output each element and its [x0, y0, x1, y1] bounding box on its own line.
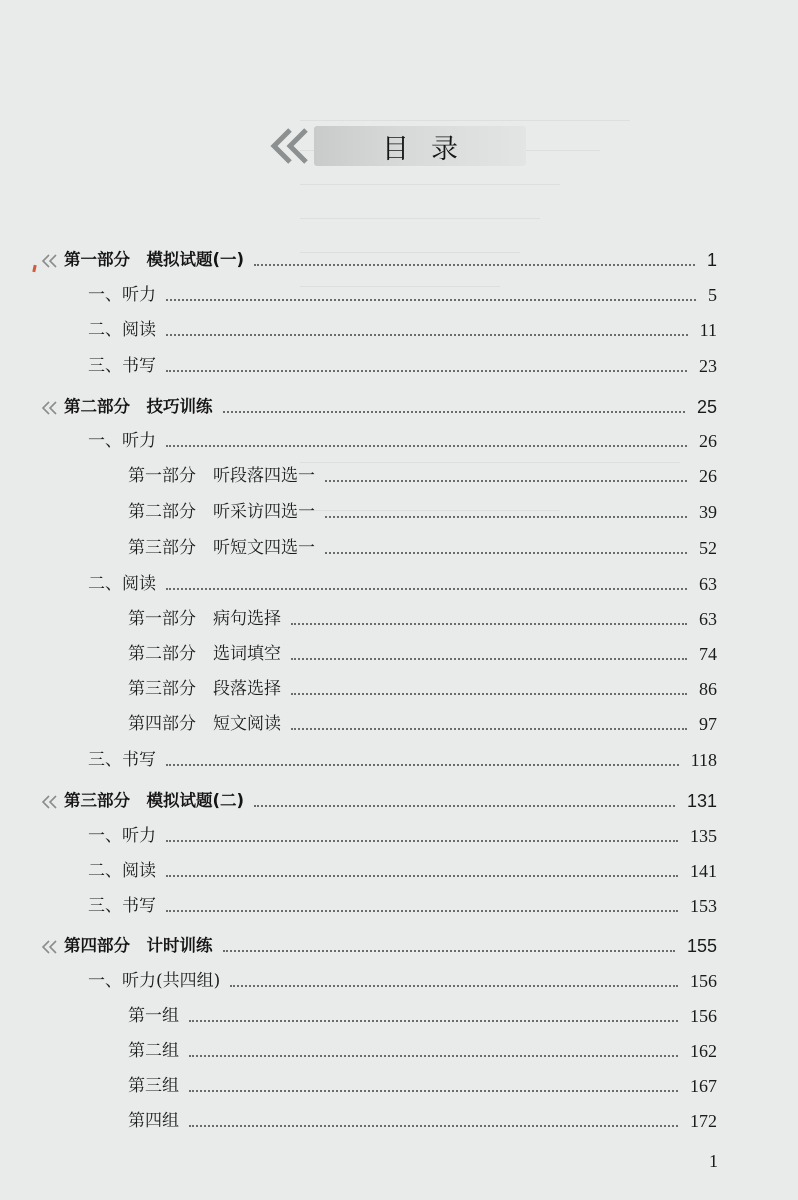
dot-leader	[291, 693, 687, 695]
toc-part-row	[0, 931, 798, 961]
double-chevron-left-icon	[268, 128, 320, 164]
toc-page-number: 162	[690, 1041, 717, 1061]
dot-leader	[189, 1020, 678, 1022]
toc-entry-label: 第一部分 模拟试题(一)	[64, 250, 245, 269]
dot-leader	[254, 805, 675, 807]
toc-subitem-row	[0, 639, 798, 669]
toc-subitem-row	[0, 1071, 798, 1101]
dot-leader	[166, 370, 687, 372]
toc-subitem-row	[0, 497, 798, 527]
toc-page-number: 118	[690, 750, 717, 770]
title-box	[314, 126, 526, 166]
toc-page-number: 153	[690, 896, 717, 916]
toc-entry-label: 第二部分 技巧训练	[64, 397, 213, 416]
toc-item-row	[0, 426, 798, 456]
toc-entry-label: 第一部分 听段落四选一	[128, 466, 315, 486]
toc-item-row	[0, 280, 798, 310]
toc-title-banner	[268, 124, 530, 168]
toc-part-row	[0, 786, 798, 816]
dot-leader	[325, 516, 687, 518]
toc-page-number: 25	[696, 397, 717, 417]
dot-leader	[166, 840, 678, 842]
toc-subitem-row	[0, 709, 798, 739]
toc-entry-label: 三、书写	[88, 750, 156, 770]
dot-leader	[291, 623, 687, 625]
toc-subitem-row	[0, 1106, 798, 1136]
toc-entry-label: 一、听力	[88, 285, 156, 305]
toc-page-number: 5	[708, 285, 717, 305]
toc-page-number: 167	[690, 1076, 717, 1096]
toc-entry-label: 第一组	[128, 1006, 179, 1026]
toc-page-number: 86	[699, 679, 717, 699]
toc-subitem-row	[0, 461, 798, 491]
dot-leader	[166, 334, 688, 336]
dot-leader	[189, 1125, 678, 1127]
toc-entry-label: 第三组	[128, 1076, 179, 1096]
toc-entry-label: 二、阅读	[88, 861, 156, 881]
dot-leader	[223, 411, 685, 413]
toc-subitem-row	[0, 1001, 798, 1031]
toc-part-row	[0, 245, 798, 275]
dot-leader	[166, 764, 679, 766]
page-title: 目录	[382, 133, 480, 165]
toc-entry-label: 二、阅读	[88, 574, 156, 594]
toc-entry-label: 第三部分 模拟试题(二)	[64, 791, 245, 810]
toc-subitem-row	[0, 1036, 798, 1066]
toc-item-row	[0, 569, 798, 599]
toc-entry-label: 第四部分 短文阅读	[128, 714, 281, 734]
toc-page-number: 135	[690, 826, 717, 846]
toc-item-row	[0, 821, 798, 851]
toc-entry-label: 第二组	[128, 1041, 179, 1061]
double-chevron-left-icon	[40, 401, 62, 415]
toc-entry-label: 二、阅读	[88, 320, 156, 340]
toc-page-number: 1	[706, 250, 717, 270]
toc-entry-label: 第四组	[128, 1111, 179, 1131]
toc-page-number: 39	[699, 502, 717, 522]
dot-leader	[166, 299, 696, 301]
toc-item-row	[0, 315, 798, 345]
toc-page-number: 26	[699, 466, 717, 486]
dot-leader	[166, 445, 687, 447]
toc-page-number: 156	[690, 1006, 717, 1026]
toc-page-number: 26	[699, 431, 717, 451]
toc-subitem-row	[0, 604, 798, 634]
dot-leader	[166, 910, 678, 912]
dot-leader	[325, 552, 687, 554]
dot-leader	[230, 985, 678, 987]
toc-page-number: 63	[699, 574, 717, 594]
toc-page-number: 131	[686, 791, 717, 811]
toc-entry-label: 第一部分 病句选择	[128, 609, 281, 629]
double-chevron-left-icon	[40, 795, 62, 809]
toc-page-number: 156	[690, 971, 717, 991]
toc-subitem-row	[0, 533, 798, 563]
toc-entry-label: 第三部分 段落选择	[128, 679, 281, 699]
toc-item-row	[0, 745, 798, 775]
toc-page-number: 11	[699, 320, 717, 340]
toc-item-row	[0, 966, 798, 996]
double-chevron-left-icon	[40, 940, 62, 954]
dot-leader	[189, 1055, 678, 1057]
toc-part-row	[0, 392, 798, 422]
dot-leader	[166, 588, 687, 590]
toc-entry-label: 第四部分 计时训练	[64, 936, 213, 955]
toc-entry-label: 第二部分 听采访四选一	[128, 502, 315, 522]
toc-entry-label: 一、听力(共四组)	[88, 971, 221, 991]
toc-page-number: 155	[686, 936, 717, 956]
toc-item-row	[0, 891, 798, 921]
toc-page-number: 74	[699, 644, 717, 664]
toc-page-number: 172	[690, 1111, 717, 1131]
dot-leader	[166, 875, 678, 877]
toc-entry-label: 第二部分 选词填空	[128, 644, 281, 664]
double-chevron-left-icon	[40, 254, 62, 268]
toc-subitem-row	[0, 674, 798, 704]
toc-item-row	[0, 856, 798, 886]
dot-leader	[325, 480, 687, 482]
toc-page-number: 97	[699, 714, 717, 734]
toc-page-number: 23	[699, 356, 717, 376]
dot-leader	[254, 264, 695, 266]
dot-leader	[223, 950, 675, 952]
dot-leader	[291, 658, 687, 660]
toc-page-number: 63	[699, 609, 717, 629]
toc-page-number: 141	[690, 861, 717, 881]
dot-leader	[189, 1090, 678, 1092]
toc-entry-label: 三、书写	[88, 356, 156, 376]
toc-entry-label: 第三部分 听短文四选一	[128, 538, 315, 558]
toc-entry-label: 三、书写	[88, 896, 156, 916]
page-number: 1	[709, 1151, 718, 1171]
toc-entry-label: 一、听力	[88, 826, 156, 846]
toc-item-row	[0, 351, 798, 381]
toc-entry-label: 一、听力	[88, 431, 156, 451]
toc-page-number: 52	[699, 538, 717, 558]
dot-leader	[291, 728, 687, 730]
